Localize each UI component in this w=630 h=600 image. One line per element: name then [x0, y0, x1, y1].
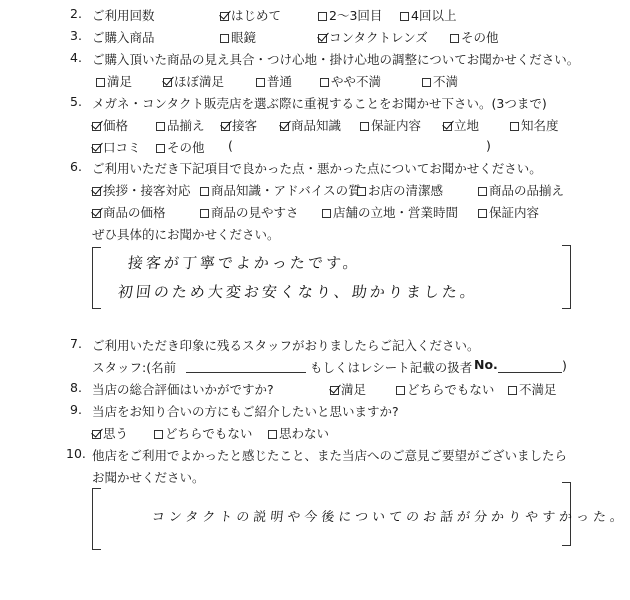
q5-option-price[interactable]: 価格	[92, 116, 128, 134]
checkbox-icon[interactable]	[154, 430, 163, 439]
q5-option-location[interactable]: 立地	[443, 116, 479, 134]
q9-number: 9.	[70, 402, 82, 417]
q6-option-greeting[interactable]: 挨拶・接客対応	[92, 181, 191, 199]
q5-option-product-knowledge[interactable]: 商品知識	[280, 116, 341, 134]
checkbox-checked-icon[interactable]	[221, 122, 230, 131]
checkbox-icon[interactable]	[478, 209, 487, 218]
q2-option-first[interactable]: はじめて	[220, 6, 281, 24]
q5-option-warranty[interactable]: 保証内容	[360, 116, 421, 134]
q6-option-cleanliness[interactable]: お店の清潔感	[357, 181, 443, 199]
q4-option-satisfied[interactable]: 満足	[96, 72, 132, 90]
checkbox-icon[interactable]	[422, 78, 431, 87]
checkbox-icon[interactable]	[256, 78, 265, 87]
checkbox-checked-icon[interactable]	[330, 386, 339, 395]
q7-staff-name-field[interactable]	[186, 372, 306, 373]
q8-label: 当店の総合評価はいかがですか?	[92, 382, 274, 397]
checkbox-icon[interactable]	[268, 430, 277, 439]
checkbox-icon[interactable]	[396, 386, 405, 395]
checkbox-checked-icon[interactable]	[92, 209, 101, 218]
q4-option-mostly-satisfied[interactable]: ほぼ満足	[163, 72, 224, 90]
q7-label: ご利用いただき印象に残るスタッフがおりましたらご記入ください。	[92, 338, 480, 353]
checkbox-checked-icon[interactable]	[163, 78, 172, 87]
q3-option-glasses[interactable]: 眼鏡	[220, 28, 256, 46]
checkbox-icon[interactable]	[400, 12, 409, 21]
checkbox-checked-icon[interactable]	[92, 122, 101, 131]
q8-option-satisfied[interactable]: 満足	[330, 380, 366, 398]
q9-option-yes[interactable]: 思う	[92, 424, 128, 442]
checkbox-checked-icon[interactable]	[280, 122, 289, 131]
q6-handwritten-answer-line2[interactable]: 初回のため大変お安くなり、助かりました。	[117, 283, 479, 301]
q7-close-paren: )	[562, 358, 567, 373]
q10-answer-bracket-left	[92, 488, 101, 550]
q4-option-normal[interactable]: 普通	[256, 72, 292, 90]
q4-number: 4.	[70, 50, 82, 65]
q3-option-other[interactable]: その他	[450, 28, 499, 46]
q4-option-slightly-unsatisfied[interactable]: やや不満	[320, 72, 381, 90]
q5-option-selection[interactable]: 品揃え	[156, 116, 205, 134]
q9-label: 当店をお知り合いの方にもご紹介したいと思いますか?	[92, 404, 399, 419]
checkbox-checked-icon[interactable]	[92, 430, 101, 439]
q5-option-other[interactable]: その他	[156, 138, 205, 156]
q5-label: メガネ・コンタクト販売店を選ぶ際に重視することをお聞かせ下さい。(3つまで)	[92, 96, 547, 111]
q6-answer-bracket-right	[562, 245, 571, 309]
q6-option-product-price[interactable]: 商品の価格	[92, 203, 166, 221]
q6-detail-prompt: ぜひ具体的にお聞かせください。	[92, 227, 280, 242]
checkbox-icon[interactable]	[200, 187, 209, 196]
checkbox-checked-icon[interactable]	[92, 187, 101, 196]
q6-answer-bracket-left	[92, 247, 101, 309]
checkbox-icon[interactable]	[156, 144, 165, 153]
q9-option-no[interactable]: 思わない	[268, 424, 329, 442]
q3-number: 3.	[70, 28, 82, 43]
checkbox-checked-icon[interactable]	[443, 122, 452, 131]
q5-option-recognition[interactable]: 知名度	[510, 116, 559, 134]
checkbox-icon[interactable]	[200, 209, 209, 218]
q2-number: 2.	[70, 6, 82, 21]
q5-option-word-of-mouth[interactable]: 口コミ	[92, 138, 141, 156]
q2-label: ご利用回数	[92, 8, 155, 23]
checkbox-icon[interactable]	[508, 386, 517, 395]
q10-number: 10.	[66, 446, 86, 461]
q7-staff-number-field[interactable]	[498, 372, 562, 373]
q5-other-close-paren: )	[486, 138, 491, 153]
checkbox-checked-icon[interactable]	[318, 34, 327, 43]
checkbox-icon[interactable]	[156, 122, 165, 131]
checkbox-icon[interactable]	[478, 187, 487, 196]
q6-number: 6.	[70, 159, 82, 174]
q5-number: 5.	[70, 94, 82, 109]
checkbox-icon[interactable]	[510, 122, 519, 131]
q6-option-location-hours[interactable]: 店舗の立地・営業時間	[322, 203, 458, 221]
q2-option-2to3[interactable]: 2〜3回目	[318, 6, 382, 24]
q9-option-neutral[interactable]: どちらでもない	[154, 424, 252, 442]
q5-option-service[interactable]: 接客	[221, 116, 257, 134]
checkbox-icon[interactable]	[360, 122, 369, 131]
checkbox-checked-icon[interactable]	[220, 12, 229, 21]
checkbox-icon[interactable]	[322, 209, 331, 218]
checkbox-icon[interactable]	[318, 12, 327, 21]
q8-option-neutral[interactable]: どちらでもない	[396, 380, 494, 398]
q6-option-warranty[interactable]: 保証内容	[478, 203, 539, 221]
q7-no-label: No.	[474, 357, 498, 372]
q8-option-unsatisfied[interactable]: 不満足	[508, 380, 557, 398]
checkbox-icon[interactable]	[220, 34, 229, 43]
checkbox-icon[interactable]	[320, 78, 329, 87]
q10-handwritten-answer[interactable]: コンタクトの説明や今後についてのお話が分かりやすかった。	[151, 510, 628, 525]
checkbox-icon[interactable]	[357, 187, 366, 196]
q7-staff-mid: もしくはレシート記載の扱者	[310, 360, 473, 375]
q4-label: ご購入頂いた商品の見え具合・つけ心地・掛け心地の調整についてお聞かせください。	[92, 52, 580, 67]
q5-other-open-paren: (	[228, 138, 233, 153]
q7-staff-prefix: スタッフ:(名前	[92, 360, 177, 375]
q10-label-line2: お聞かせください。	[92, 470, 205, 485]
checkbox-icon[interactable]	[450, 34, 459, 43]
q3-option-contacts[interactable]: コンタクトレンズ	[318, 28, 428, 46]
q7-number: 7.	[70, 336, 82, 351]
q6-label: ご利用いただき下記項目で良かった点・悪かった点についてお聞かせください。	[92, 161, 542, 176]
checkbox-icon[interactable]	[96, 78, 105, 87]
q10-label-line1: 他店をご利用でよかったと感じたこと、また当店へのご意見ご要望がございましたら	[92, 448, 568, 463]
q6-option-advice-quality[interactable]: 商品知識・アドバイスの質	[200, 181, 361, 199]
q6-option-visibility[interactable]: 商品の見やすさ	[200, 203, 299, 221]
q4-option-unsatisfied[interactable]: 不満	[422, 72, 458, 90]
checkbox-checked-icon[interactable]	[92, 144, 101, 153]
q2-option-4plus[interactable]: 4回以上	[400, 6, 456, 24]
q8-number: 8.	[70, 380, 82, 395]
q6-option-product-range[interactable]: 商品の品揃え	[478, 181, 564, 199]
q3-label: ご購入商品	[92, 30, 155, 45]
q6-handwritten-answer-line1[interactable]: 接客が丁寧でよかったです。	[127, 254, 362, 272]
